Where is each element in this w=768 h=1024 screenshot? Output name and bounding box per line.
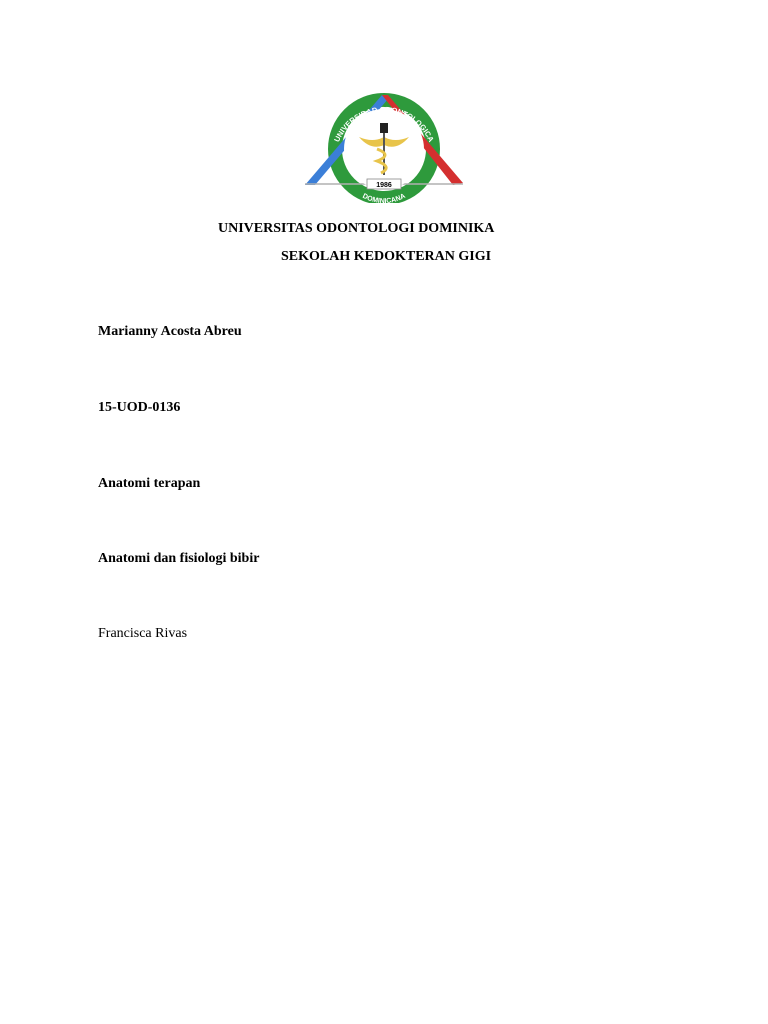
course-name: Anatomi terapan <box>98 476 201 491</box>
university-name: UNIVERSITAS ODONTOLOGI DOMINIKA <box>218 221 495 236</box>
assignment-topic: Anatomi dan fisiologi bibir <box>98 551 260 566</box>
school-name: SEKOLAH KEDOKTERAN GIGI <box>281 249 492 264</box>
university-logo <box>303 93 465 203</box>
logo-year: 1986 <box>376 182 392 189</box>
teacher-name: Francisca Rivas <box>98 626 188 641</box>
student-id: 15-UOD-0136 <box>98 400 181 415</box>
logo-bottom-text: DOMINICANA <box>361 192 407 203</box>
student-name: Marianny Acosta Abreu <box>98 324 242 339</box>
logo-top-text: UNIVERSIDAD ODONTOLOGICA <box>332 104 436 144</box>
